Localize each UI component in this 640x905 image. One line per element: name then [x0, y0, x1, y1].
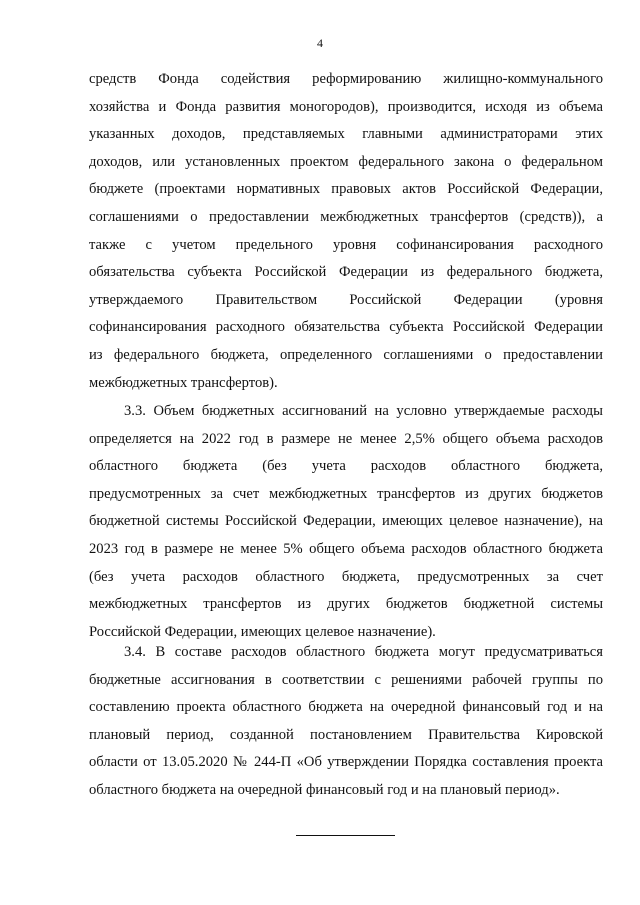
- text-line: Российской Федерации, имеющих целевое назначение).: [89, 623, 436, 640]
- text-line: (без учета расходов областного бюджета, предусмотренных за счет: [89, 568, 603, 585]
- text-line: из федерального бюджета, определенного соглашениями о предоставлении: [89, 346, 603, 363]
- text-line: области от 13.05.2020 № 244-П «Об утверждении Порядка составления проекта: [89, 754, 603, 771]
- text-line: плановый период, созданной постановлением Правительства Кировской: [89, 726, 603, 743]
- text-line: определяется на 2022 год в размере не менее 2,5% общего объема расходов: [89, 430, 603, 447]
- text-line: утверждаемого Правительством Российской Федерации (уровня: [89, 291, 603, 308]
- text-line: 3.3. Объем бюджетных ассигнований на условно утверждаемые расходы: [124, 403, 603, 419]
- text-line: областного бюджета (без учета расходов областного бюджета,: [89, 458, 603, 475]
- text-line: также с учетом предельного уровня софинансирования расходного: [89, 236, 603, 253]
- text-line: межбюджетных трансфертов из других бюджетов бюджетной системы: [89, 596, 603, 613]
- text-line: межбюджетных трансфертов).: [89, 374, 278, 391]
- text-line: 3.4. В составе расходов областного бюджета могут предусматриваться: [124, 644, 603, 660]
- text-line: указанных доходов, представляемых главными администраторами этих: [89, 126, 603, 143]
- text-line: 2023 год в размере не менее 5% общего объема расходов областного бюджета: [89, 540, 603, 557]
- paragraph-clause-3-4: [89, 639, 603, 805]
- text-line: доходов, или установленных проектом федерального закона о федеральном: [89, 153, 603, 170]
- text-line: бюджетной системы Российской Федерации, имеющих целевое назначение), на: [89, 513, 603, 530]
- text-line: средств Фонда содействия реформированию жилищно-коммунального: [89, 71, 603, 87]
- paragraph-continuation: [89, 66, 603, 397]
- text-line: софинансирования расходного обязательства субъекта Российской Федерации: [89, 319, 603, 336]
- text-line: составлению проекта областного бюджета на очередной финансовый год и на: [89, 699, 603, 716]
- text-line: предусмотренных за счет межбюджетных трансфертов из других бюджетов: [89, 485, 603, 502]
- separator-line: [296, 835, 395, 836]
- text-line: соглашениями о предоставлении межбюджетных трансфертов (средств)), а: [89, 208, 603, 225]
- text-line: бюджетные ассигнования в соответствии с решениями рабочей группы по: [89, 671, 603, 688]
- text-line: бюджете (проектами нормативных правовых актов Российской Федерации,: [89, 181, 603, 198]
- text-line: областного бюджета на очередной финансовый год и на плановый период».: [89, 781, 560, 798]
- page-number: 4: [317, 36, 323, 50]
- text-line: хозяйства и Фонда развития моногородов), производится, исходя из объема: [89, 98, 603, 115]
- text-line: обязательства субъекта Российской Федерации из федерального бюджета,: [89, 264, 603, 281]
- paragraph-clause-3-3: [89, 398, 603, 646]
